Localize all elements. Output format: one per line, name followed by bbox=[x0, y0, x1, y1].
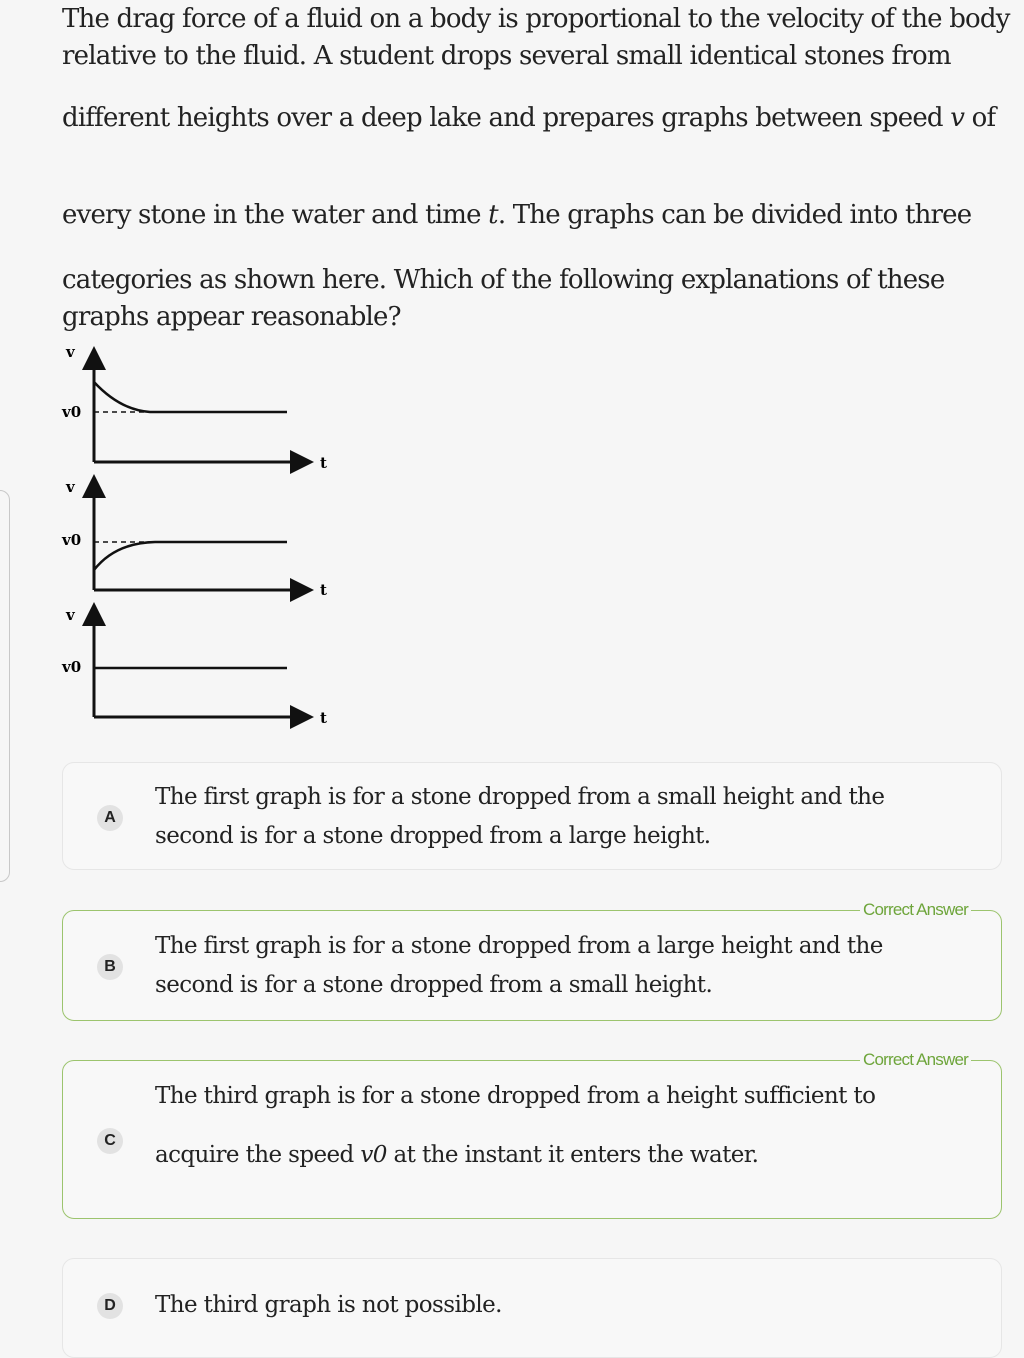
y-axis-label: v bbox=[66, 478, 75, 496]
option-letter-badge: D bbox=[97, 1293, 123, 1319]
option-b[interactable] bbox=[62, 900, 1002, 1021]
correct-answer-label: Correct Answer bbox=[860, 900, 971, 920]
vt-graphs bbox=[0, 330, 340, 730]
x-axis-label: t bbox=[320, 581, 327, 599]
y-axis-label: v bbox=[66, 606, 75, 624]
x-axis-label: t bbox=[320, 454, 327, 472]
option-text-line: second is for a stone dropped from a large height. bbox=[155, 823, 711, 849]
option-text-line: The first graph is for a stone dropped from a large height and the bbox=[155, 933, 883, 959]
text: different heights over a deep lake and prepares graphs between speed bbox=[62, 103, 943, 133]
option-text-line: The first graph is for a stone dropped from a small height and the bbox=[155, 784, 885, 810]
text: at the instant it enters the water. bbox=[386, 1142, 759, 1168]
text: acquire the speed bbox=[155, 1142, 361, 1168]
text: every stone in the water and time bbox=[62, 200, 481, 230]
var-v: v bbox=[950, 103, 965, 133]
curve bbox=[94, 542, 287, 570]
option-c[interactable] bbox=[62, 1050, 1002, 1219]
y-axis-label: v bbox=[66, 343, 75, 361]
graph-2 bbox=[61, 478, 327, 599]
v0-label: v0 bbox=[62, 403, 82, 421]
question-line-1: The drag force of a fluid on a body is proportional to the velocity of the body bbox=[62, 4, 1010, 34]
question-line-2: relative to the fluid. A student drops several small identical stones from bbox=[62, 41, 951, 71]
option-text-line: The third graph is not possible. bbox=[155, 1292, 502, 1318]
text: . The graphs can be divided into three bbox=[497, 200, 972, 230]
var-v0: v0 bbox=[360, 1142, 387, 1168]
option-letter-badge: B bbox=[97, 954, 123, 980]
v0-label: v0 bbox=[62, 658, 82, 676]
option-a[interactable] bbox=[62, 762, 1002, 870]
text: of bbox=[964, 103, 996, 133]
option-d[interactable] bbox=[62, 1258, 1002, 1358]
option-letter-badge: A bbox=[97, 805, 123, 831]
option-text-line bbox=[155, 1136, 758, 1175]
option-text-line: second is for a stone dropped from a small height. bbox=[155, 972, 713, 998]
x-axis-label: t bbox=[320, 709, 327, 727]
graph-1 bbox=[61, 343, 327, 472]
var-t: t bbox=[488, 200, 498, 230]
question-line-4 bbox=[62, 200, 971, 230]
option-text-line: The third graph is for a stone dropped from a height sufficient to bbox=[155, 1083, 876, 1109]
graph-3 bbox=[61, 606, 327, 727]
question-line-3 bbox=[62, 103, 995, 133]
v0-label: v0 bbox=[62, 531, 82, 549]
option-letter-badge: C bbox=[97, 1128, 123, 1154]
correct-answer-label: Correct Answer bbox=[860, 1050, 971, 1070]
curve bbox=[94, 382, 287, 412]
question-line-6: graphs appear reasonable? bbox=[62, 302, 401, 332]
question-line-5: categories as shown here. Which of the following explanations of these bbox=[62, 265, 945, 295]
